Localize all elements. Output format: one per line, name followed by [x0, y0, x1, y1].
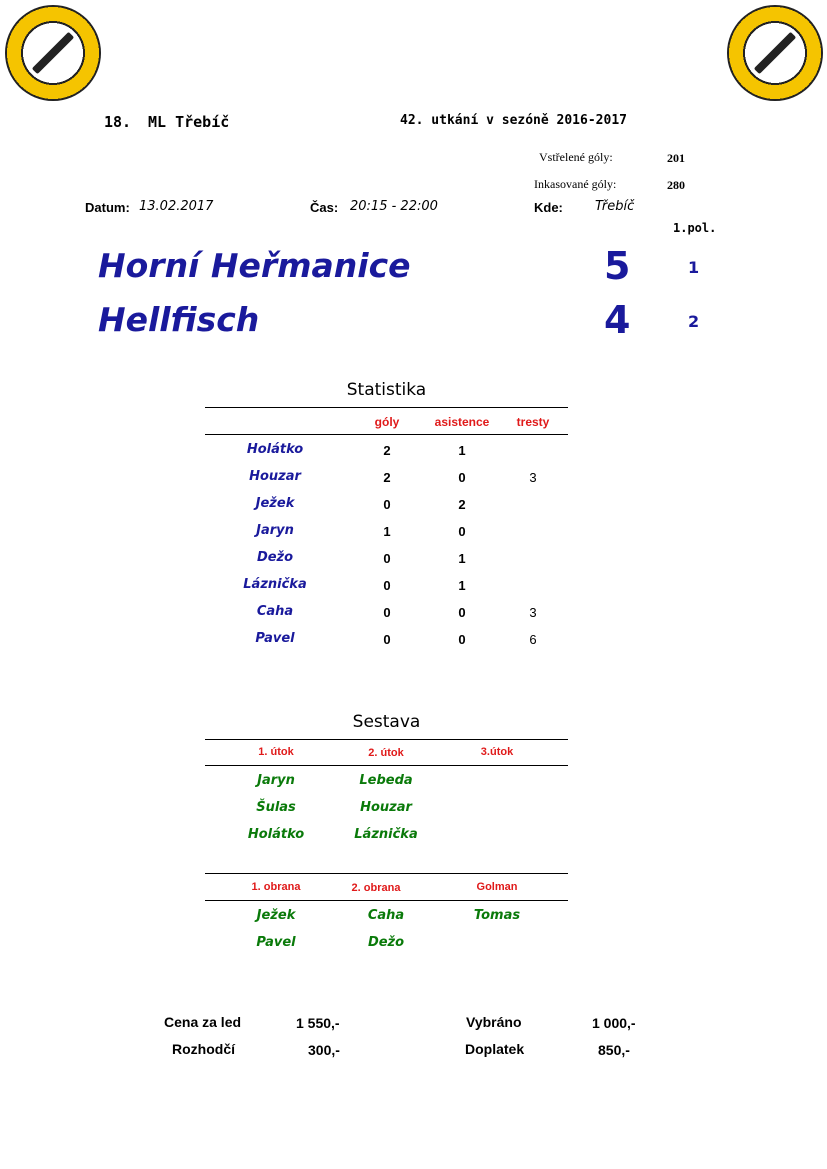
stats-player-assists: 0	[458, 632, 466, 647]
defense-header-1: 1. obrana	[251, 881, 301, 893]
stats-player-assists: 2	[458, 497, 466, 512]
stats-player-assists: 0	[458, 605, 466, 620]
home-team-name: Horní Heřmanice	[98, 246, 411, 285]
lineup-rule-top	[205, 739, 568, 740]
stats-player-assists: 0	[458, 470, 466, 485]
stats-player-name: Láznička	[243, 577, 307, 592]
attack-header-2: 2. útok	[368, 747, 404, 759]
attack-player: Jaryn	[257, 773, 295, 788]
time-value: 20:15 - 22:00	[350, 199, 438, 214]
referee-cost-label: Rozhodčí	[172, 1041, 235, 1057]
stats-player-assists: 1	[458, 551, 466, 566]
away-team-period: 2	[688, 312, 700, 331]
match-info: 42. utkání v sezóně 2016-2017	[400, 113, 627, 128]
stats-player-assists: 1	[458, 443, 466, 458]
stats-player-assists: 0	[458, 524, 466, 539]
stats-rule-header	[205, 434, 568, 435]
conceded-value: 280	[667, 178, 685, 192]
collected-label: Vybráno	[466, 1014, 522, 1030]
scored-label: Vstřelené góly:	[539, 150, 613, 164]
defense-player: Ježek	[256, 908, 296, 923]
stats-player-goals: 0	[383, 605, 391, 620]
attack-header-3: 3.útok	[480, 746, 514, 758]
stats-header-goals: góly	[374, 415, 400, 429]
stats-player-name: Pavel	[255, 631, 295, 646]
attack-player: Láznička	[354, 827, 418, 842]
ice-cost-value: 1 550,-	[296, 1015, 340, 1031]
attack-player: Houzar	[360, 800, 412, 815]
stats-rule-top	[205, 407, 568, 408]
period-label: 1.pol.	[673, 221, 717, 235]
stats-header-penalties: tresty	[516, 415, 550, 429]
stats-player-goals: 0	[383, 497, 391, 512]
lineup-title: Sestava	[352, 712, 421, 732]
home-team-period: 1	[688, 258, 700, 277]
defense-player: Dežo	[367, 935, 405, 950]
extra-payment-value: 850,-	[598, 1042, 630, 1058]
referee-cost-value: 300,-	[308, 1042, 340, 1058]
league-name: ML Třebíč	[148, 113, 230, 131]
stats-player-assists: 1	[458, 578, 466, 593]
defense-player: Pavel	[256, 935, 296, 950]
defense-header-3: Golman	[476, 881, 518, 893]
date-label: Datum:	[85, 200, 130, 215]
stats-player-penalties: 3	[529, 605, 537, 620]
stats-player-name: Jaryn	[256, 523, 294, 538]
attack-player: Holátko	[247, 827, 305, 842]
away-team-score: 4	[604, 298, 631, 342]
defense-rule-top	[205, 873, 568, 874]
extra-payment-label: Doplatek	[465, 1041, 525, 1057]
place-label: Kde:	[534, 200, 563, 215]
pdf-xchange-stamp-left	[5, 5, 101, 101]
attack-player: Lebeda	[359, 773, 413, 788]
stats-player-name: Dežo	[256, 550, 294, 565]
date-value: 13.02.2017	[139, 199, 214, 214]
defense-rule	[205, 900, 568, 901]
defense-header-2: 2. obrana	[351, 882, 401, 894]
place-value: Třebíč	[595, 199, 635, 214]
defense-player: Tomas	[473, 908, 521, 923]
stats-player-goals: 2	[383, 443, 391, 458]
stats-player-name: Caha	[256, 604, 294, 619]
stats-player-goals: 0	[383, 632, 391, 647]
collected-value: 1 000,-	[592, 1015, 636, 1031]
attack-rule	[205, 765, 568, 766]
conceded-label: Inkasované góly:	[534, 177, 617, 191]
ice-cost-label: Cena za led	[164, 1014, 242, 1030]
home-team-score: 5	[604, 244, 631, 288]
away-team-name: Hellfisch	[98, 300, 260, 339]
attack-header-1: 1. útok	[258, 746, 294, 758]
stats-player-name: Houzar	[249, 469, 301, 484]
defense-player: Caha	[367, 908, 405, 923]
round-number: 18.	[104, 113, 132, 131]
stats-player-goals: 1	[383, 524, 391, 539]
stats-player-goals: 2	[383, 470, 391, 485]
stats-player-goals: 0	[383, 551, 391, 566]
stats-player-penalties: 3	[529, 470, 537, 485]
scored-value: 201	[667, 151, 685, 165]
attack-player: Šulas	[256, 800, 296, 815]
stats-player-goals: 0	[383, 578, 391, 593]
stats-header-assists: asistence	[434, 415, 490, 429]
stats-player-penalties: 6	[529, 632, 537, 647]
time-label: Čas:	[310, 200, 339, 215]
pdf-xchange-stamp-right	[727, 5, 823, 101]
stats-title: Statistika	[346, 380, 427, 400]
stats-player-name: Ježek	[255, 496, 295, 511]
stats-player-name: Holátko	[246, 442, 304, 457]
